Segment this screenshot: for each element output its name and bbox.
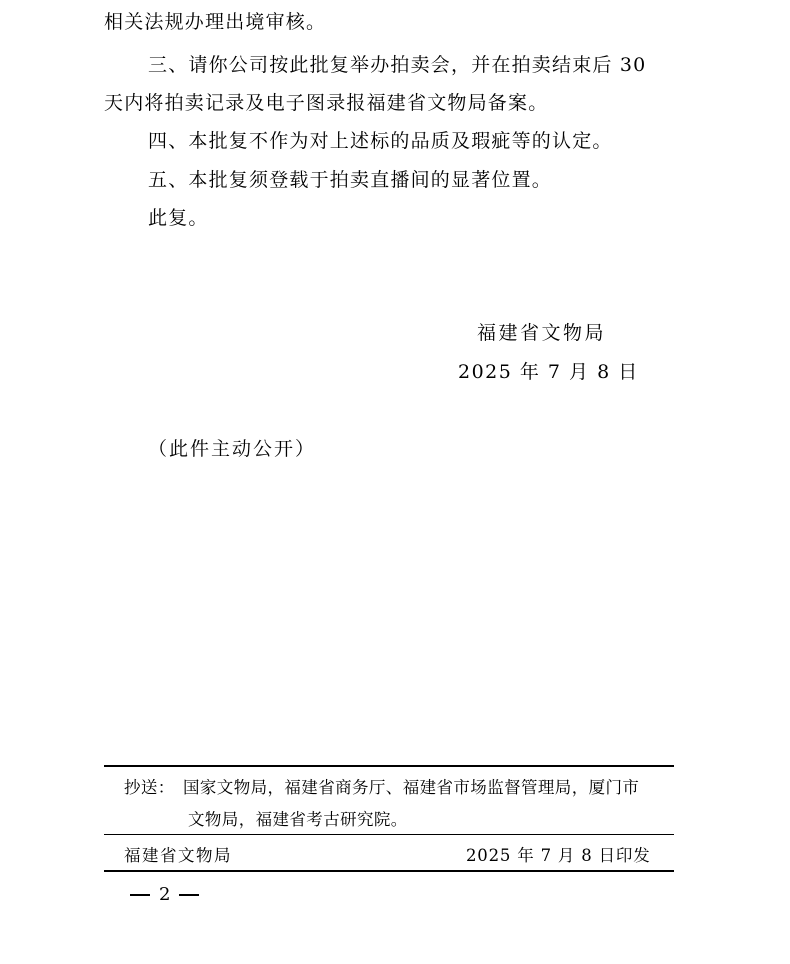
cc-recipients-line-1: 国家文物局，福建省商务厅、福建省市场监督管理局，厦门市 xyxy=(183,778,640,797)
cc-label: 抄送： xyxy=(124,778,175,797)
footer-top-rule xyxy=(104,765,674,767)
footer-middle-rule xyxy=(104,834,674,835)
body-line-item-three: 三、请你公司按此批复举办拍卖会，并在拍卖结束后 30 xyxy=(148,54,647,76)
issuer-name: 福建省文物局 xyxy=(124,846,232,865)
cc-recipients-line-2: 文物局，福建省考古研究院。 xyxy=(188,810,408,829)
body-line-item-four: 四、本批复不作为对上述标的品质及瑕疵等的认定。 xyxy=(148,130,613,152)
page-number-left-dash xyxy=(130,894,150,896)
page-number-right-dash xyxy=(179,894,199,896)
disclosure-note: （此件主动公开） xyxy=(148,438,317,460)
body-line-continuation: 相关法规办理出境审核。 xyxy=(104,11,327,33)
issue-date: 2025 年 7 月 8 日印发 xyxy=(466,846,651,865)
body-line-closing: 此复。 xyxy=(148,207,209,229)
signature-organization: 福建省文物局 xyxy=(477,322,607,344)
page-number xyxy=(130,882,199,908)
page-number-value: 2 xyxy=(159,884,171,905)
footer-bottom-rule xyxy=(104,870,674,872)
body-line-item-three-continued: 天内将拍卖记录及电子图录报福建省文物局备案。 xyxy=(104,92,549,114)
body-line-item-five: 五、本批复须登载于拍卖直播间的显著位置。 xyxy=(148,169,553,191)
signature-date: 2025 年 7 月 8 日 xyxy=(458,361,639,383)
